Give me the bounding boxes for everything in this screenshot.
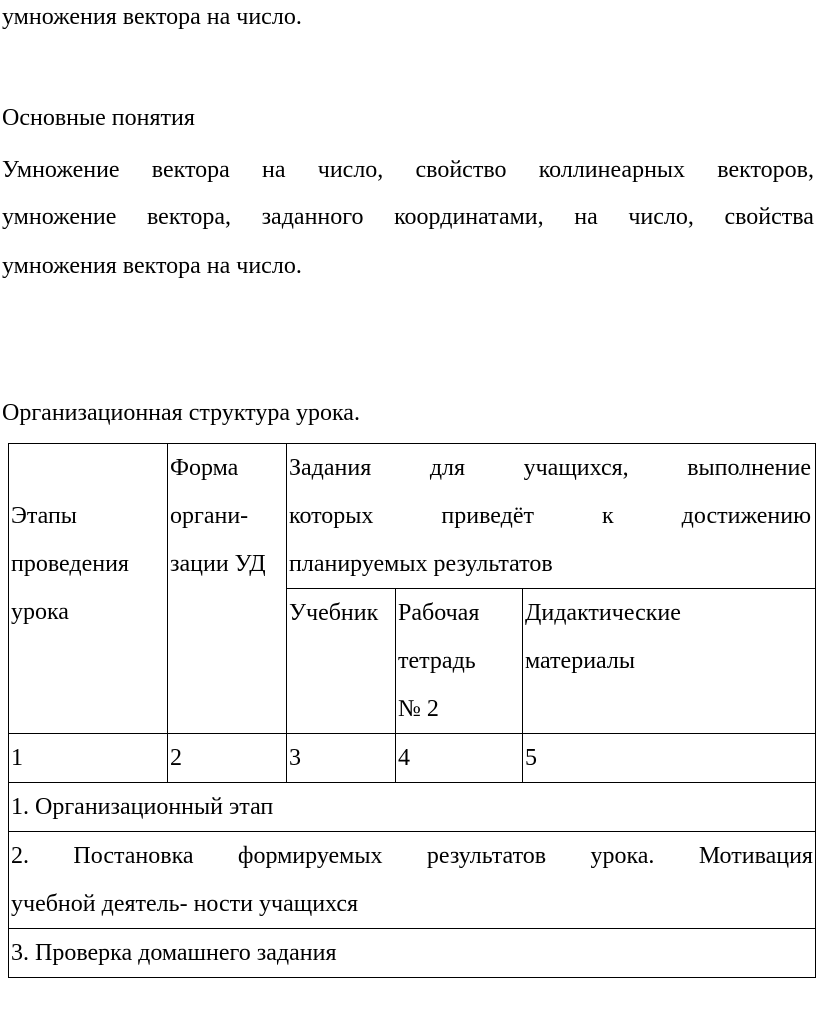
number-cell: 2: [168, 734, 287, 783]
concepts-line-3: умножения вектора на число.: [2, 253, 302, 279]
concepts-line-2: [2, 202, 814, 232]
word: заданного: [261, 204, 364, 230]
form-header-line: Форма: [170, 455, 239, 481]
didactic-header-line: Дидактические: [525, 600, 681, 626]
table-row: [9, 929, 816, 978]
word: формируемых: [237, 843, 383, 869]
stage-2-line-2: учебной деятель- ности учащихся: [11, 891, 359, 917]
number-cell: 5: [523, 734, 816, 783]
word: на: [262, 157, 286, 183]
word: к: [602, 503, 614, 529]
word: коллинеарных: [538, 157, 686, 183]
word: 2.: [11, 843, 29, 869]
number-cell: 1: [9, 734, 168, 783]
word: число,: [317, 157, 384, 183]
word: координатами,: [394, 204, 544, 230]
stages-header-cell: [9, 444, 168, 734]
didactic-header-line: материалы: [525, 648, 636, 674]
stages-header-line: урока: [11, 599, 69, 625]
stages-header-line: Этапы: [11, 503, 77, 529]
tasks-header-line-3: планируемых результатов: [289, 551, 553, 577]
table-header-row: [9, 444, 816, 589]
tasks-header-cell: [287, 444, 816, 589]
form-header-line: зации УД: [170, 551, 266, 577]
word: вектора,: [146, 204, 231, 230]
word: учащихся,: [523, 455, 629, 481]
word: которых: [289, 503, 374, 529]
word: число,: [628, 204, 694, 230]
stage-3-cell: 3. Проверка домашнего задания: [9, 929, 816, 978]
structure-heading: Организационная структура урока.: [2, 400, 360, 426]
word: Постановка: [73, 843, 194, 869]
word: выполнение: [687, 455, 811, 481]
word: свойства: [724, 204, 814, 230]
word: свойство: [415, 157, 507, 183]
word: достижению: [681, 503, 811, 529]
word: приведёт: [441, 503, 534, 529]
workbook-header-line: Рабочая: [398, 600, 480, 626]
word: вектора: [151, 157, 230, 183]
word: результатов: [426, 843, 547, 869]
word: Умножение: [2, 157, 120, 183]
word: умножение: [2, 204, 117, 230]
lesson-structure-table: [8, 443, 816, 978]
stage-2-cell: [9, 832, 816, 929]
didactic-header-cell: [523, 589, 816, 734]
table-row: [9, 783, 816, 832]
table-row: [9, 832, 816, 929]
table-number-row: [9, 734, 816, 783]
word: Мотивация: [698, 843, 813, 869]
concepts-line-1: [2, 155, 814, 185]
word: Задания: [289, 455, 372, 481]
number-cell: 3: [287, 734, 396, 783]
stages-header-line: проведения: [11, 551, 129, 577]
number-cell: 4: [396, 734, 523, 783]
word: векторов,: [717, 157, 814, 183]
form-header-line: органи-: [170, 503, 249, 529]
word: урока.: [590, 843, 655, 869]
stage-1-cell: 1. Организационный этап: [9, 783, 816, 832]
workbook-header-cell: [396, 589, 523, 734]
form-header-cell: [168, 444, 287, 734]
word: на: [574, 204, 598, 230]
concepts-heading: Основные понятия: [2, 105, 195, 131]
word: для: [429, 455, 466, 481]
intro-tail-text: умножения вектора на число.: [2, 4, 302, 30]
workbook-header-line: тетрадь: [398, 648, 476, 674]
textbook-header-cell: [287, 589, 396, 734]
workbook-header-line: № 2: [398, 696, 439, 722]
textbook-header: Учебник: [289, 600, 379, 626]
